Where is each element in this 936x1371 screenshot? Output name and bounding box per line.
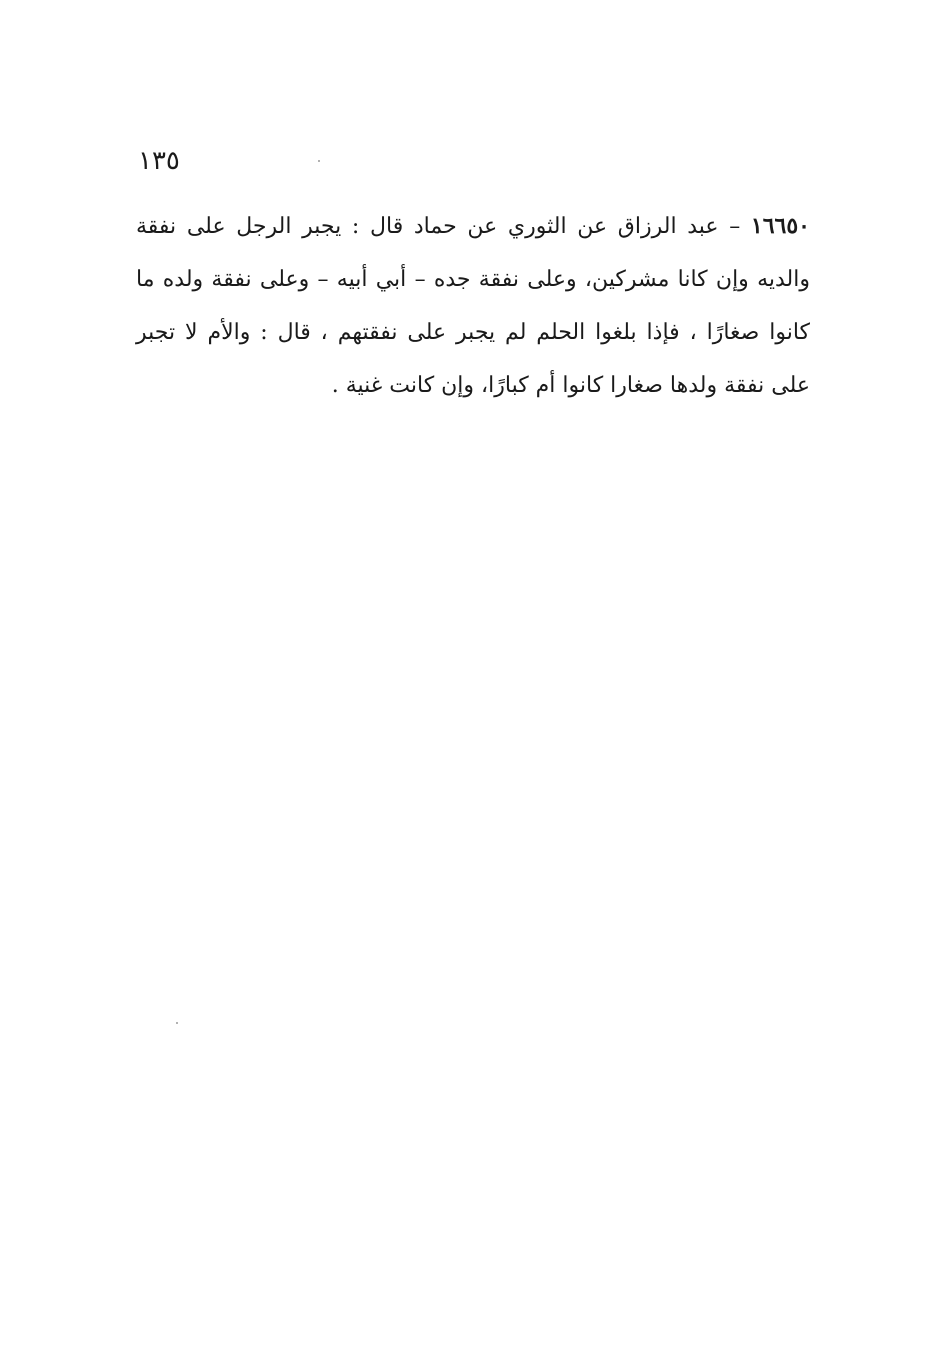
scan-speck: [176, 1022, 178, 1024]
hadith-entry: [136, 200, 810, 412]
entry-text: عبد الرزاق عن الثوري عن حماد قال : يجبر الرجل على نفقة والديه وإن كانا مشركين، وعلى نفقة جده – أبي أبيه – وعلى نفقة ولده ما كانوا صغارًا ، فإذا بلغوا الحلم لم يجبر على نفقتهم ، قال : والأم لا تجبر على نفقة ولدها صغارا كانوا أم كبارًا، وإن كانت غنية .: [136, 214, 810, 398]
scan-speck: [318, 160, 320, 162]
entry-paragraph: [136, 200, 810, 412]
page-number: ١٣٥: [138, 146, 180, 176]
entry-separator: –: [729, 214, 741, 239]
entry-number: ١٦٦٥٠: [750, 213, 810, 239]
